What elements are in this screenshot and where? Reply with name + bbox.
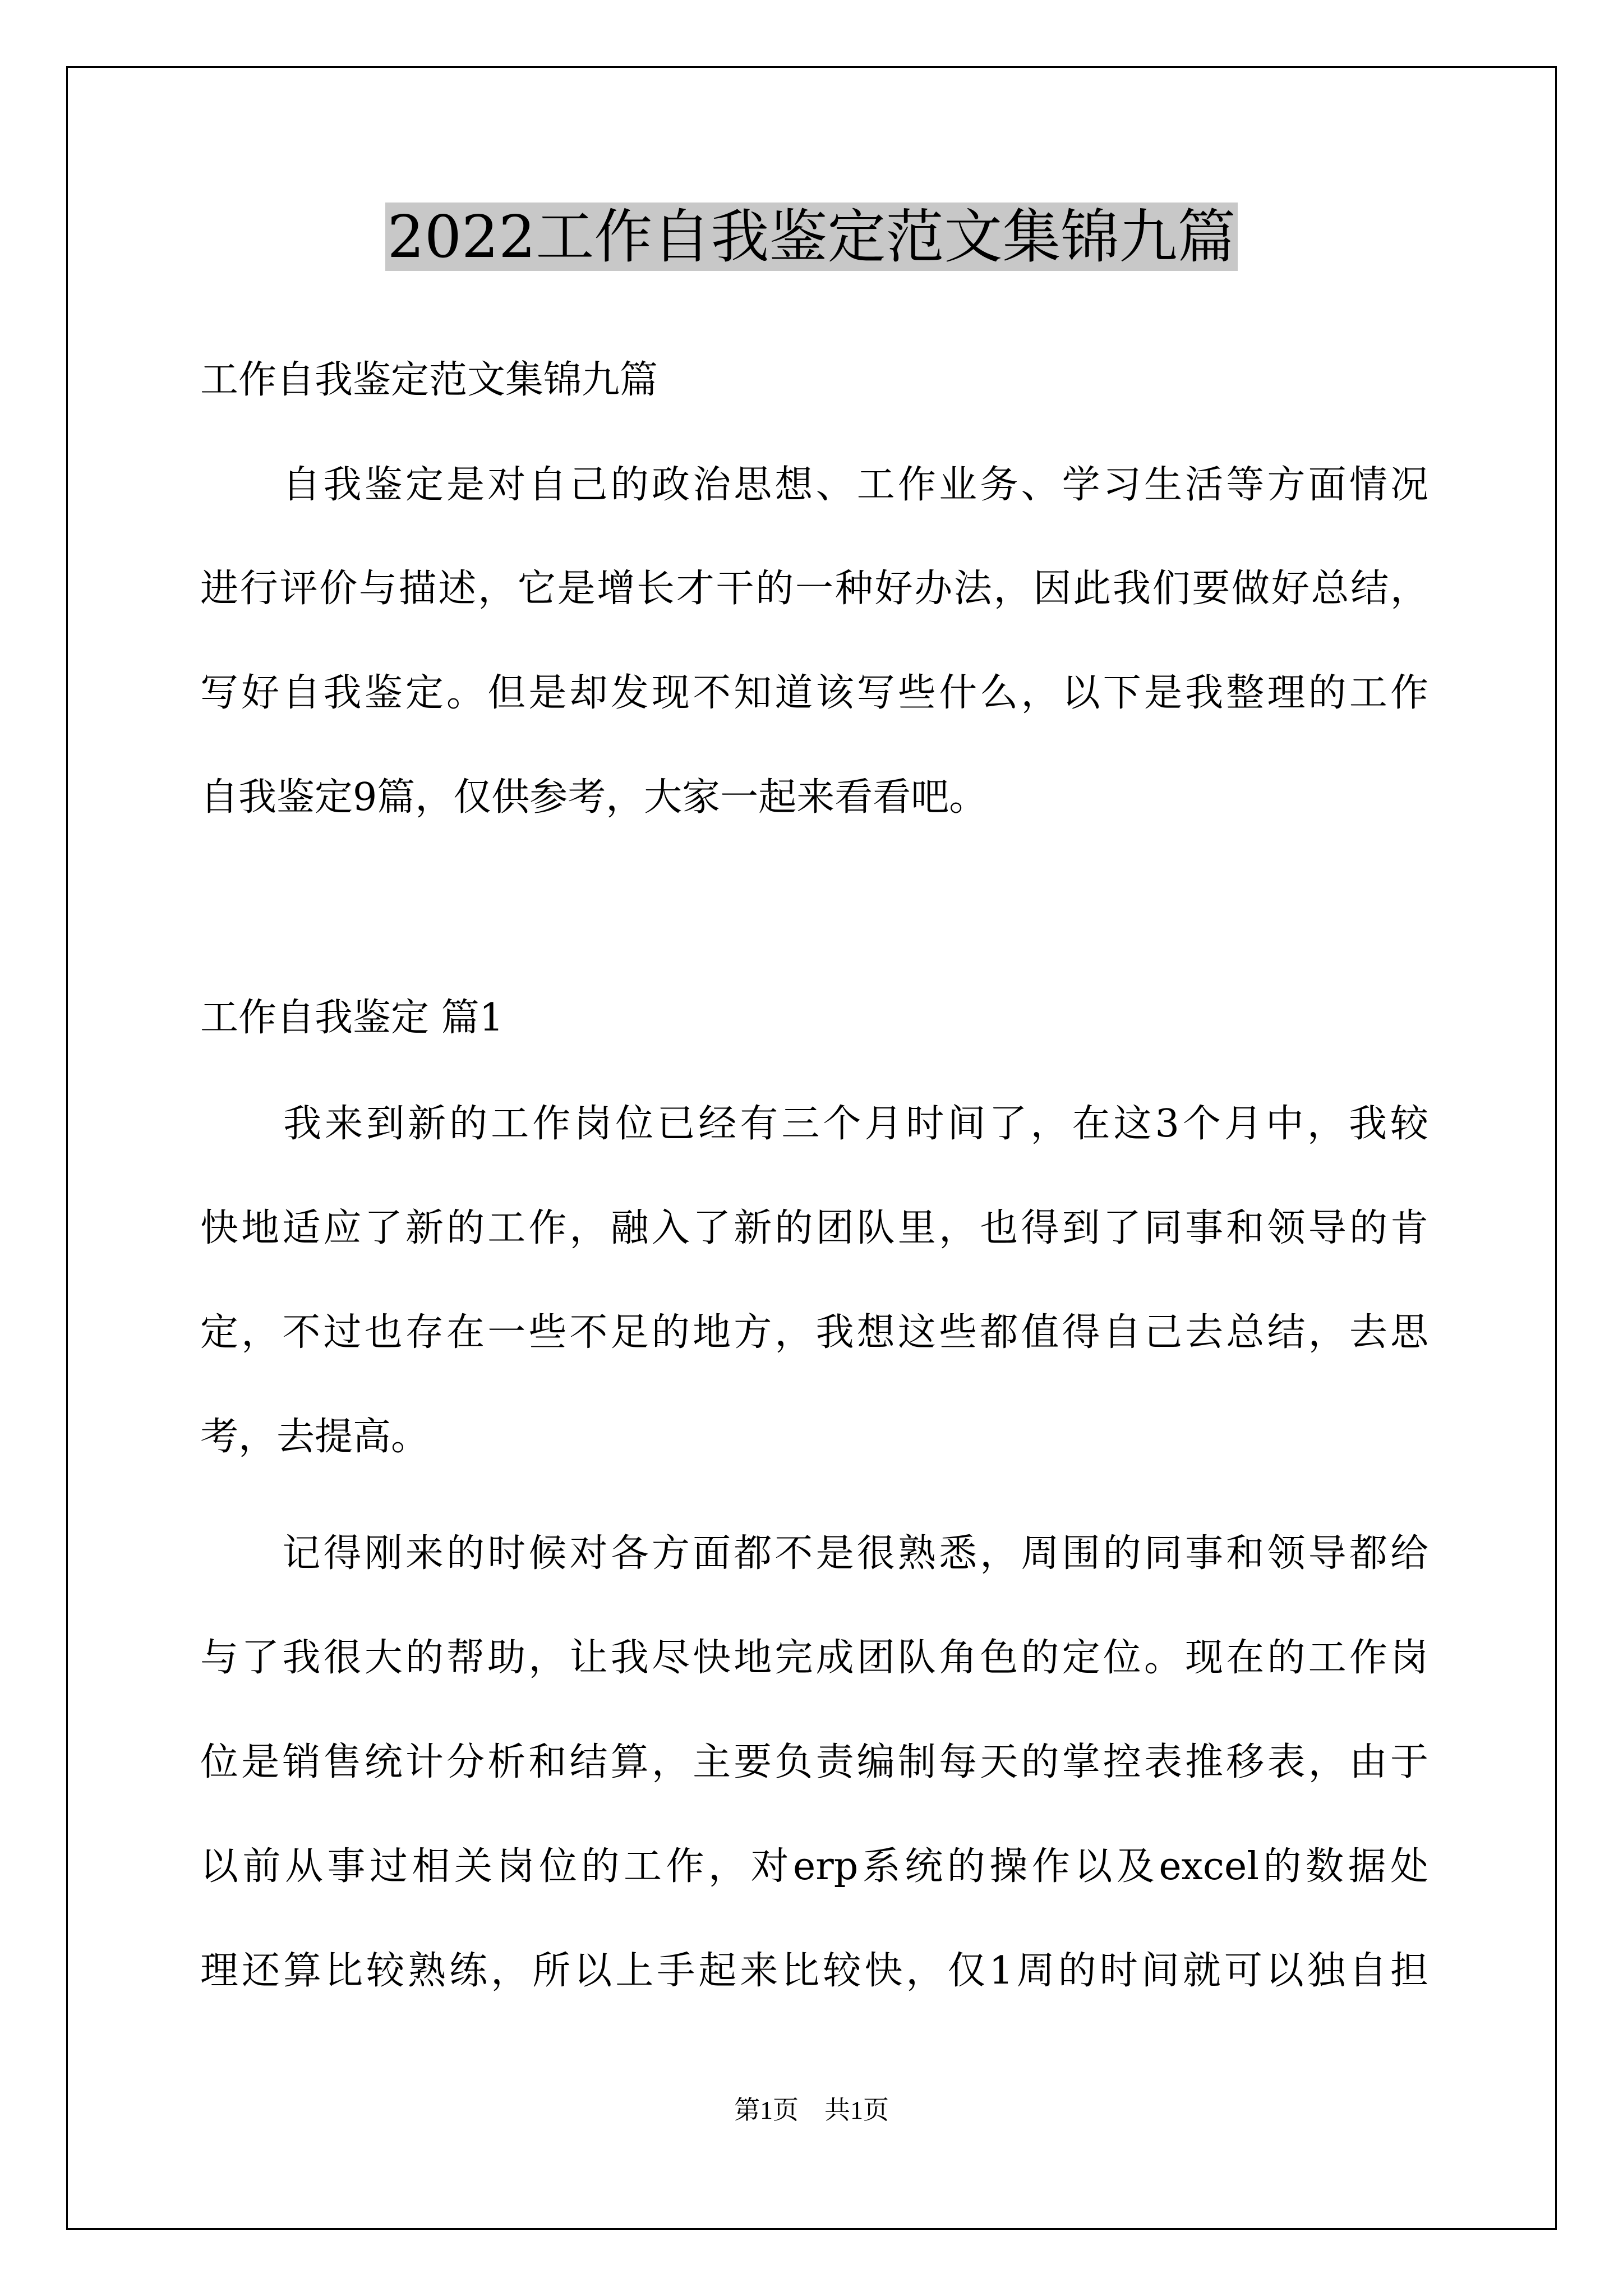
intro-line: 自我鉴定9篇，仅供参考，大家一起来看看吧。 (200, 775, 988, 820)
paragraph-line: 我来到新的工作岗位已经有三个月时间了，在这3个月中，我较 (200, 1102, 1428, 1146)
intro-line: 自我鉴定是对自己的政治思想、工作业务、学习生活等方面情况 (200, 463, 1428, 507)
subtitle: 工作自我鉴定范文集锦九篇 (200, 358, 658, 402)
paragraph-line: 位是销售统计分析和结算，主要负责编制每天的掌控表推移表，由于 (200, 1740, 1428, 1784)
paragraph-line: 考，去提高。 (200, 1415, 430, 1459)
document-title: 2022工作自我鉴定范文集锦九篇 (0, 197, 1623, 276)
paragraph-line: 理还算比较熟练，所以上手起来比较快，仅1周的时间就可以独自担 (200, 1949, 1428, 1993)
section-heading: 工作自我鉴定 篇1 (200, 996, 504, 1040)
paragraph-line: 以前从事过相关岗位的工作，对erp系统的操作以及excel的数据处 (200, 1844, 1428, 1889)
page-number-footer: 第1页 共1页 (734, 2096, 889, 2124)
paragraph-line: 快地适应了新的工作，融入了新的团队里，也得到了同事和领导的肯 (200, 1206, 1428, 1250)
paragraph-line: 定，不过也存在一些不足的地方，我想这些都值得自己去总结，去思 (200, 1310, 1428, 1355)
intro-line: 写好自我鉴定。但是却发现不知道该写些什么，以下是我整理的工作 (200, 671, 1428, 715)
paragraph-line: 记得刚来的时候对各方面都不是很熟悉，周围的同事和领导都给 (200, 1531, 1428, 1576)
paragraph-line: 与了我很大的帮助，让我尽快地完成团队角色的定位。现在的工作岗 (200, 1636, 1428, 1680)
intro-line: 进行评价与描述，它是增长才干的一种好办法，因此我们要做好总结， (200, 567, 1428, 611)
